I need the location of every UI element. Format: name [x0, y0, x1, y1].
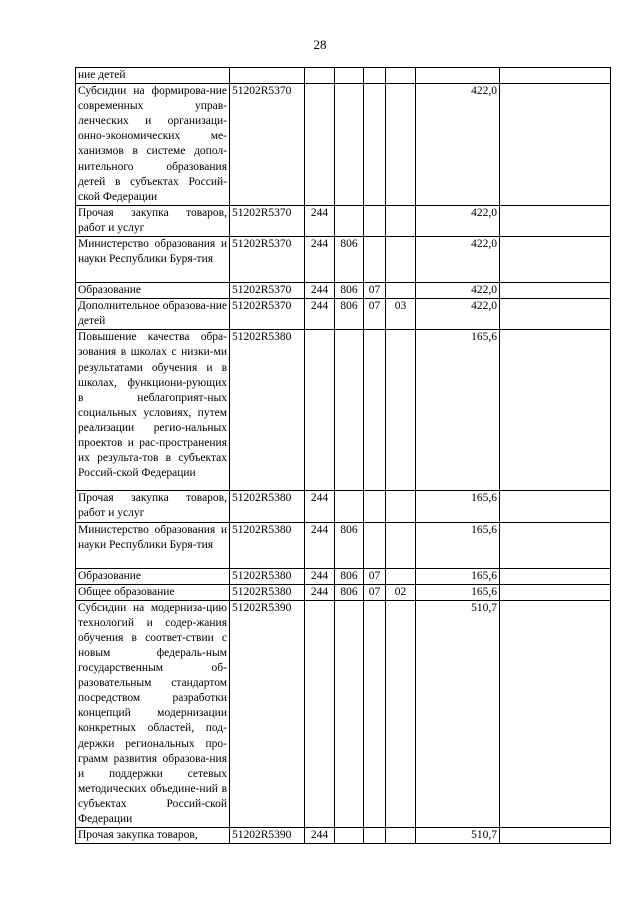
row-pr — [386, 205, 416, 236]
row-pr — [386, 568, 416, 584]
row-amount: 165,6 — [416, 522, 500, 568]
row-amount: 422,0 — [416, 283, 500, 299]
row-name: Субсидии на модерниза-цию технологий и содер-жания обучения в соответ-ствии с новым федераль-ным государственным об-разовательным стандартом посредством разработки концепций модернизации конкретных областей, под-держки региональных про-грамм развития образова-ния и поддержки сетевых методических объедине-ний в субъектах Россий-ской Федерации — [76, 600, 230, 827]
row-empty-cell — [500, 299, 611, 330]
row-rz — [364, 600, 386, 827]
row-vr: 244 — [305, 491, 335, 522]
row-amount — [416, 68, 500, 84]
row-grbs: 806 — [335, 299, 364, 330]
row-vr: 244 — [305, 299, 335, 330]
table-row — [76, 600, 611, 827]
row-grbs: 806 — [335, 283, 364, 299]
row-rz: 07 — [364, 568, 386, 584]
table-row — [76, 491, 611, 522]
row-empty-cell — [500, 828, 611, 844]
row-code: 51202R5380 — [230, 584, 305, 600]
row-pr: 03 — [386, 299, 416, 330]
row-amount: 165,6 — [416, 330, 500, 491]
row-empty-cell — [500, 68, 611, 84]
table-row — [76, 68, 611, 84]
row-rz — [364, 84, 386, 206]
row-vr — [305, 600, 335, 827]
table-row — [76, 205, 611, 236]
row-rz — [364, 522, 386, 568]
row-empty-cell — [500, 330, 611, 491]
row-vr: 244 — [305, 522, 335, 568]
row-pr: 02 — [386, 584, 416, 600]
table-row — [76, 584, 611, 600]
table-row — [76, 568, 611, 584]
table-row — [76, 522, 611, 568]
row-amount: 510,7 — [416, 828, 500, 844]
row-vr: 244 — [305, 283, 335, 299]
row-pr — [386, 522, 416, 568]
row-grbs — [335, 828, 364, 844]
row-name: ние детей — [76, 68, 230, 84]
row-code: 51202R5370 — [230, 283, 305, 299]
table-row — [76, 330, 611, 491]
row-pr — [386, 491, 416, 522]
row-name: Повышение качества обра-зования в школах с низки-ми результатами обучения и в школах, функциони-рующих в неблагоприят-ных социальных условиях, путем реализации регио-нальных проектов и рас-пространения их результа-тов в субъектах Россий-ской Федерации — [76, 330, 230, 491]
row-name: Министерство образования и науки Республики Буря-тия — [76, 237, 230, 283]
row-rz — [364, 205, 386, 236]
row-empty-cell — [500, 491, 611, 522]
row-name: Прочая закупка товаров, — [76, 828, 230, 844]
row-rz — [364, 237, 386, 283]
row-code: 51202R5370 — [230, 84, 305, 206]
row-vr: 244 — [305, 584, 335, 600]
row-pr — [386, 283, 416, 299]
row-code: 51202R5390 — [230, 828, 305, 844]
row-rz — [364, 491, 386, 522]
row-amount: 422,0 — [416, 237, 500, 283]
row-grbs — [335, 84, 364, 206]
row-grbs: 806 — [335, 584, 364, 600]
table-row — [76, 283, 611, 299]
row-code: 51202R5370 — [230, 205, 305, 236]
row-name: Министерство образования и науки Республики Буря-тия — [76, 522, 230, 568]
row-empty-cell — [500, 205, 611, 236]
row-amount: 510,7 — [416, 600, 500, 827]
row-pr — [386, 84, 416, 206]
row-pr — [386, 68, 416, 84]
row-name: Дополнительное образова-ние детей — [76, 299, 230, 330]
row-amount: 422,0 — [416, 299, 500, 330]
row-name: Субсидии на формирова-ние современных управ-ленческих и организаци-онно-экономических ме-ханизмов в системе допол-нительного образования детей в субъектах Россий-ской Федерации — [76, 84, 230, 206]
row-vr — [305, 68, 335, 84]
row-empty-cell — [500, 584, 611, 600]
row-grbs: 806 — [335, 568, 364, 584]
row-grbs: 806 — [335, 522, 364, 568]
row-grbs — [335, 330, 364, 491]
row-rz: 07 — [364, 299, 386, 330]
row-code: 51202R5390 — [230, 600, 305, 827]
table-row — [76, 299, 611, 330]
row-empty-cell — [500, 283, 611, 299]
row-vr: 244 — [305, 828, 335, 844]
row-empty-cell — [500, 522, 611, 568]
row-empty-cell — [500, 84, 611, 206]
table-row — [76, 828, 611, 844]
row-vr — [305, 84, 335, 206]
row-pr — [386, 600, 416, 827]
row-code: 51202R5380 — [230, 330, 305, 491]
row-code: 51202R5370 — [230, 299, 305, 330]
page-number: 28 — [313, 37, 327, 52]
table-row — [76, 237, 611, 283]
row-rz: 07 — [364, 584, 386, 600]
row-amount: 422,0 — [416, 205, 500, 236]
row-amount: 165,6 — [416, 568, 500, 584]
row-name: Прочая закупка товаров, работ и услуг — [76, 491, 230, 522]
row-vr: 244 — [305, 568, 335, 584]
row-grbs — [335, 68, 364, 84]
table-row — [76, 84, 611, 206]
row-rz — [364, 68, 386, 84]
row-name: Прочая закупка товаров, работ и услуг — [76, 205, 230, 236]
row-code: 51202R5370 — [230, 237, 305, 283]
row-empty-cell — [500, 600, 611, 827]
row-code: 51202R5380 — [230, 491, 305, 522]
row-code: 51202R5380 — [230, 568, 305, 584]
row-code: 51202R5380 — [230, 522, 305, 568]
row-amount: 165,6 — [416, 584, 500, 600]
budget-table — [75, 67, 611, 844]
row-rz — [364, 828, 386, 844]
row-name: Образование — [76, 568, 230, 584]
row-grbs: 806 — [335, 237, 364, 283]
row-amount: 422,0 — [416, 84, 500, 206]
row-amount: 165,6 — [416, 491, 500, 522]
row-pr — [386, 237, 416, 283]
row-pr — [386, 330, 416, 491]
row-grbs — [335, 600, 364, 827]
row-rz: 07 — [364, 283, 386, 299]
row-rz — [364, 330, 386, 491]
row-code — [230, 68, 305, 84]
row-name: Образование — [76, 283, 230, 299]
row-vr — [305, 330, 335, 491]
row-empty-cell — [500, 568, 611, 584]
row-name: Общее образование — [76, 584, 230, 600]
row-empty-cell — [500, 237, 611, 283]
row-grbs — [335, 205, 364, 236]
row-pr — [386, 828, 416, 844]
row-vr: 244 — [305, 237, 335, 283]
row-grbs — [335, 491, 364, 522]
row-vr: 244 — [305, 205, 335, 236]
